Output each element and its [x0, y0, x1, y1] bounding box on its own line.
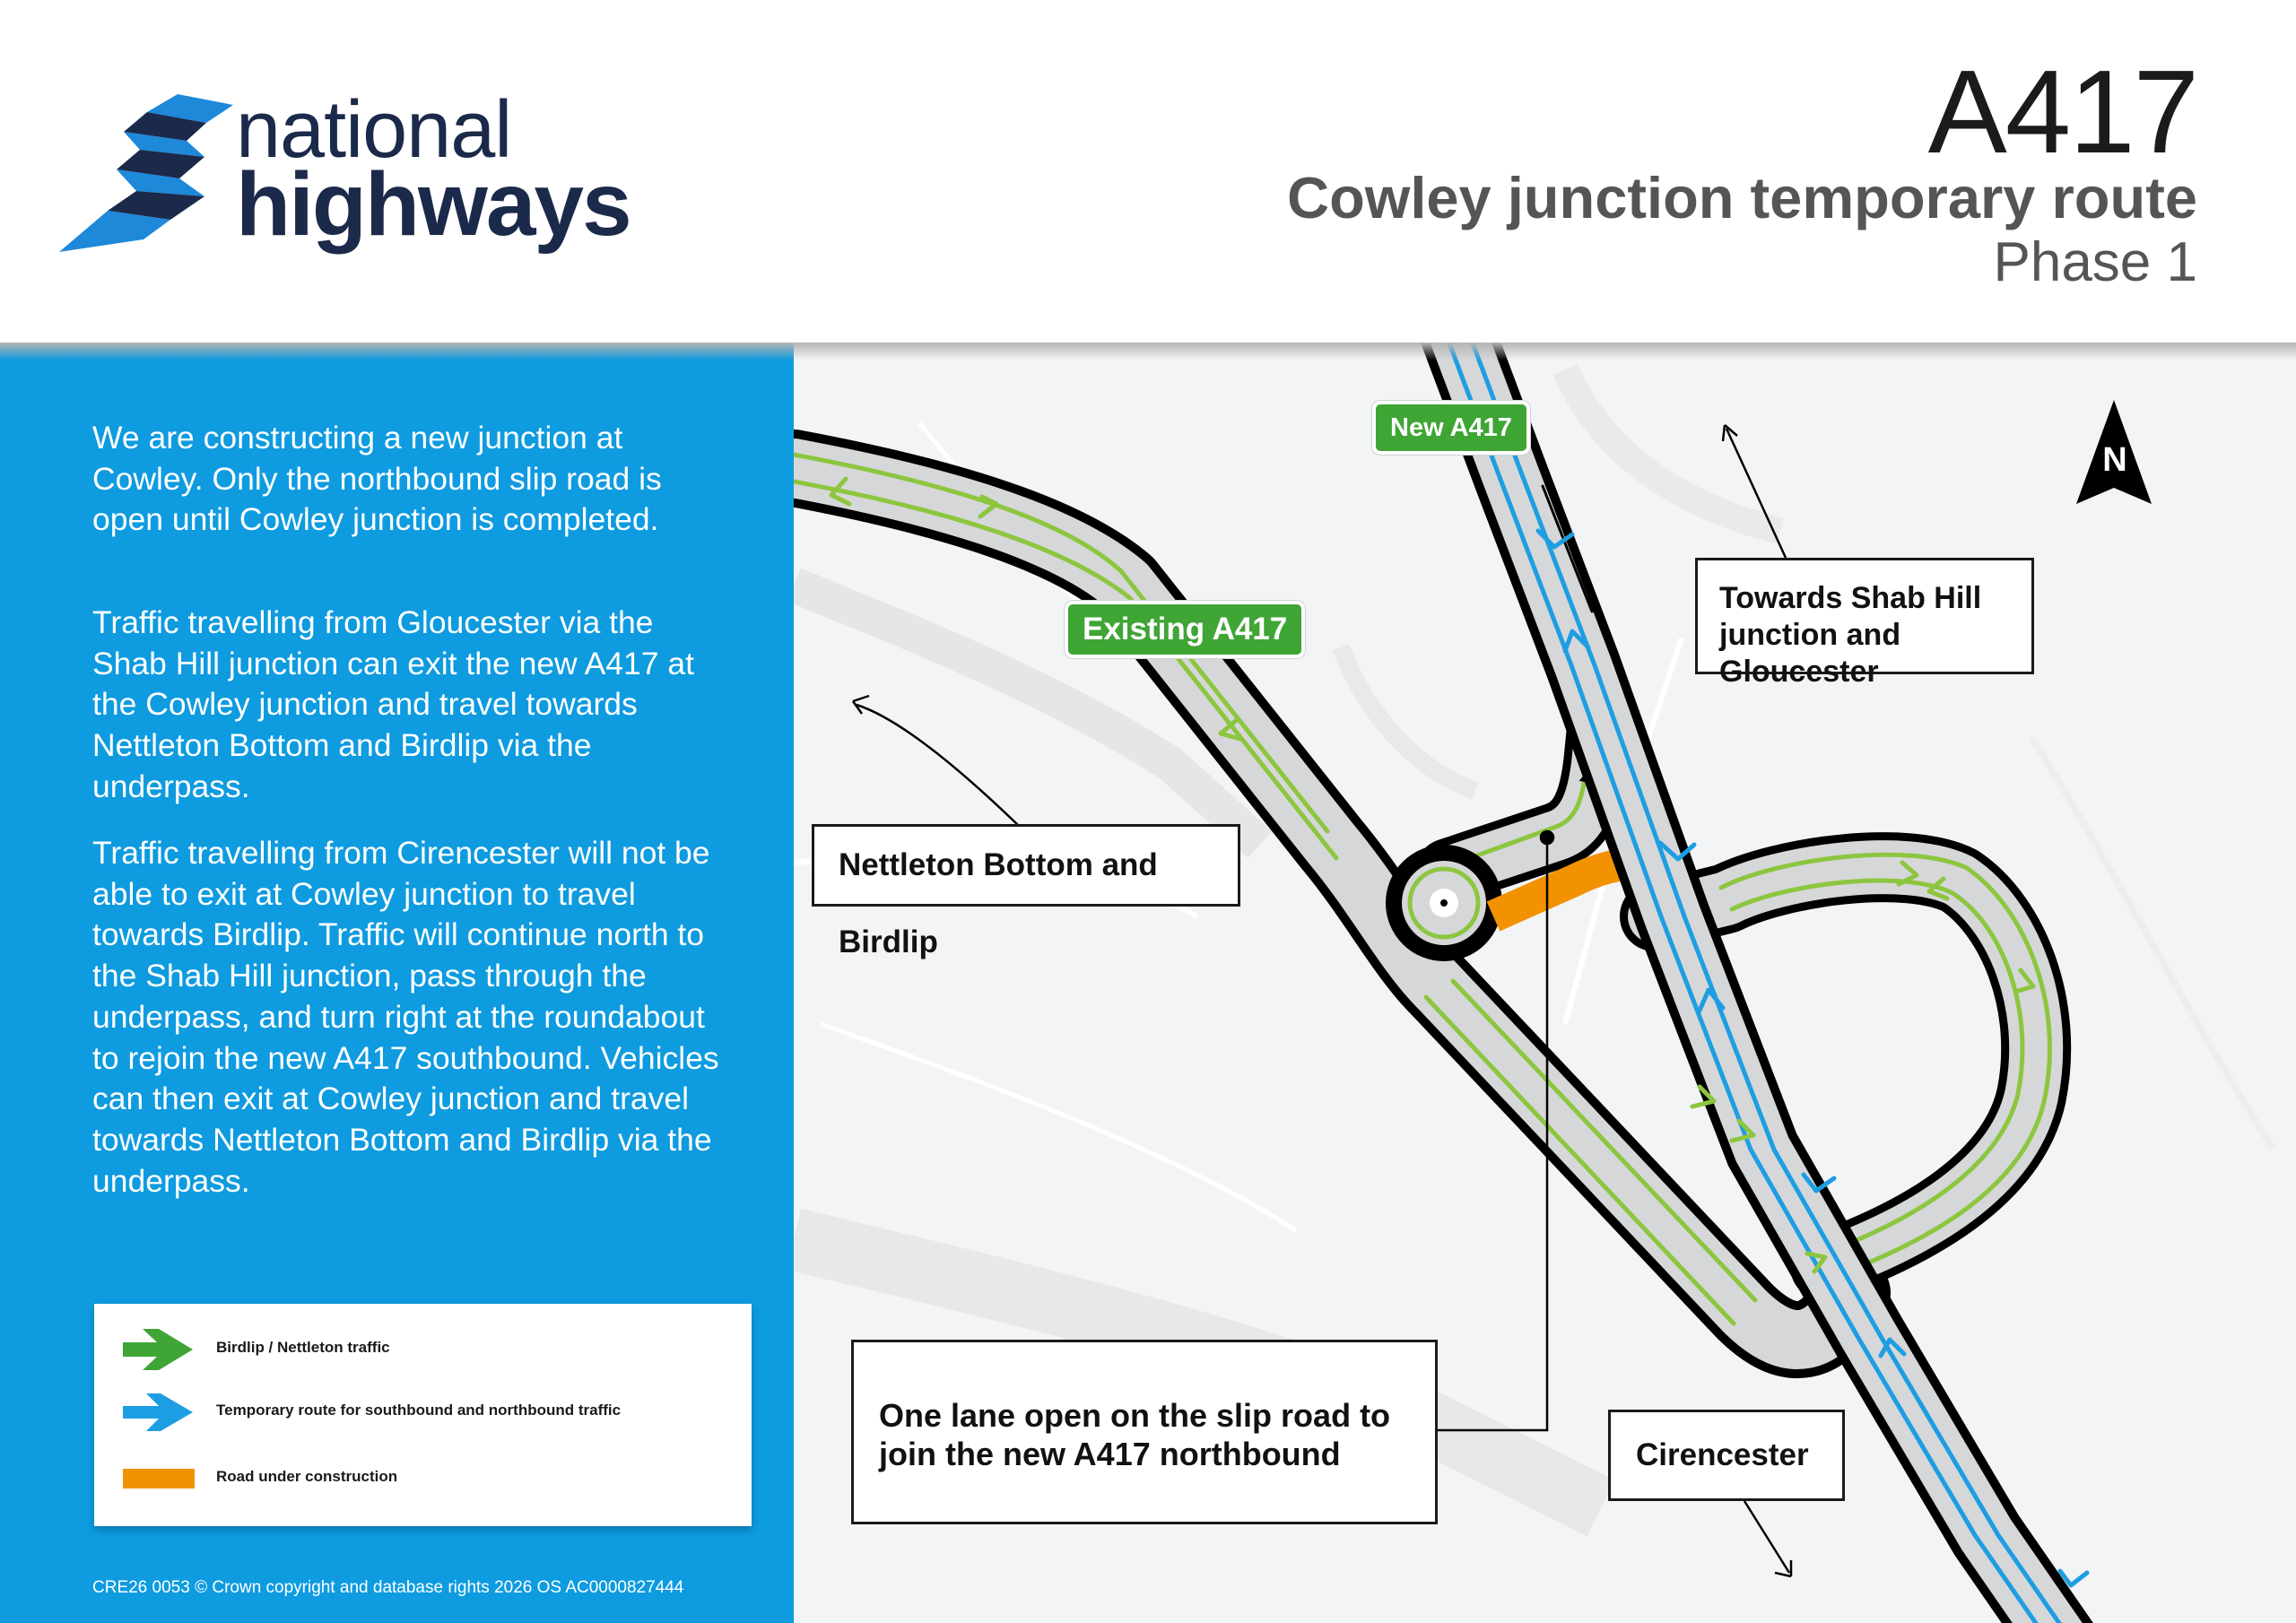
- logo-wordmark-highways: highways: [236, 154, 631, 255]
- new-a417-tag: New A417: [1372, 401, 1530, 455]
- legend-label: Temporary route for southbound and northbound traffic: [216, 1402, 622, 1419]
- callout-nettleton: Nettleton Bottom and Birdlip: [812, 824, 1240, 907]
- page-title: Cowley junction temporary route: [1287, 165, 2197, 230]
- header: [0, 0, 2296, 343]
- info-paragraph: Traffic travelling from Gloucester via the Shab Hill junction can exit the new A417 at the Cowley junction and travel towards Nettleton Bottom and Birdlip via the underpass.: [92, 604, 694, 804]
- road-code: A417: [1927, 46, 2197, 178]
- info-paragraph: Traffic travelling from Cirencester will not be able to exit at Cowley junction to travel towards Birdlip. Traffic will continue north to the Shab Hill junction, pass through the underpass, and turn right at the roundabout to rejoin the new A417 southbound. Vehicles can then exit at Cowley junction and travel towards Nettleton Bottom and Birdlip via the underpass.: [92, 835, 719, 1199]
- north-label: N: [2102, 441, 2127, 479]
- ribbon-logo-icon: [54, 85, 233, 265]
- existing-a417-tag: Existing A417: [1065, 601, 1305, 658]
- phase-label: Phase 1: [1993, 231, 2197, 293]
- callout-shab-hill: Towards Shab Hill junction and Gloucester: [1695, 558, 2034, 674]
- route-map: [794, 343, 2296, 1623]
- title-block: [1287, 46, 2197, 295]
- legend-label: Road under construction: [216, 1468, 398, 1485]
- logo-wordmark-national: national: [236, 85, 512, 175]
- callout-cirencester: Cirencester: [1608, 1410, 1845, 1501]
- copyright-notice: CRE26 0053 © Crown copyright and database rights 2026 OS AC0000827444: [92, 1578, 684, 1597]
- national-highways-logo: [54, 85, 631, 265]
- header-shadow: [0, 343, 2296, 360]
- green-arrow-icon: [117, 1327, 198, 1372]
- info-paragraph: We are constructing a new junction at Cowley. Only the northbound slip road is open until Cowley junction is completed.: [92, 420, 662, 538]
- orange-bar-icon: [117, 1456, 198, 1501]
- legend-label: Birdlip / Nettleton traffic: [216, 1339, 390, 1356]
- blue-arrow-icon: [117, 1390, 198, 1435]
- callout-one-lane: One lane open on the slip road to join the new A417 northbound: [851, 1340, 1438, 1524]
- map-legend: [94, 1304, 752, 1526]
- info-panel: [0, 343, 794, 1623]
- north-arrow-icon: [2076, 400, 2152, 504]
